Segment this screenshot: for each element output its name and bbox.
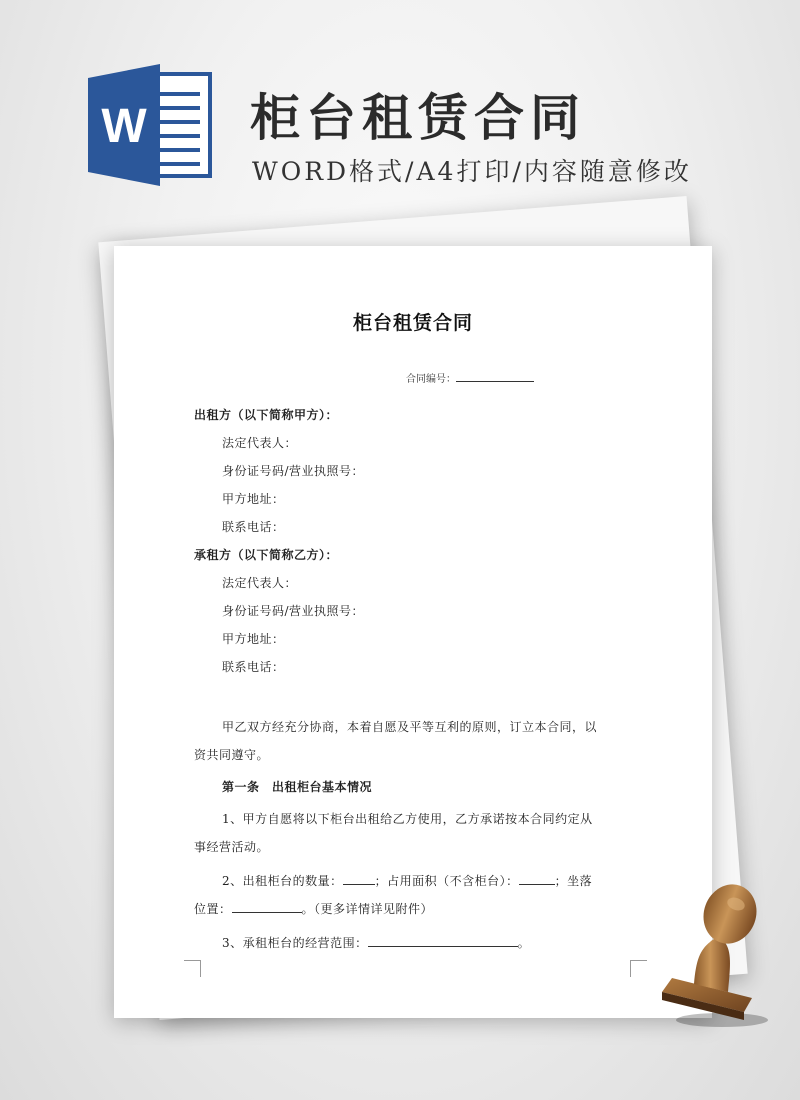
clause3-line bbox=[222, 934, 530, 951]
lessee-heading: 承租方（以下简称乙方）： bbox=[194, 548, 339, 562]
lessee-field-representative: 法定代表人： bbox=[222, 576, 298, 590]
clause2-quantity-blank bbox=[343, 872, 375, 885]
clause2-area-label: ；占用面积（不含柜台）： bbox=[374, 874, 519, 888]
lessor-heading: 出租方（以下简称甲方）： bbox=[194, 408, 339, 422]
document-title: 柜台租赁合同 bbox=[352, 312, 473, 334]
clause2-quantity-label: 2、出租柜台的数量： bbox=[222, 874, 343, 888]
intro-paragraph-line1: 甲乙双方经充分协商，本着自愿及平等互利的原则，订立本合同，以 bbox=[222, 720, 598, 734]
lessee-field-phone: 联系电话： bbox=[222, 660, 285, 674]
clause2-position-blank bbox=[232, 900, 302, 913]
clause3-scope-blank bbox=[368, 934, 518, 947]
wooden-stamp-icon bbox=[652, 880, 772, 1030]
lessee-field-address: 甲方地址： bbox=[222, 632, 285, 646]
lessee-field-id: 身份证号码/营业执照号： bbox=[222, 604, 365, 618]
clause3-scope-label: 3、承租柜台的经营范围： bbox=[222, 936, 368, 950]
clause2-area-blank bbox=[519, 872, 555, 885]
clause2-line2 bbox=[194, 900, 433, 917]
crop-mark-right bbox=[630, 960, 647, 977]
word-logo-icon bbox=[88, 64, 216, 186]
intro-paragraph-line2: 资共同遵守。 bbox=[194, 748, 270, 762]
clause3-end: 。 bbox=[517, 936, 531, 950]
clause2-location-label: ；坐落 bbox=[554, 874, 593, 888]
lessor-field-representative: 法定代表人： bbox=[222, 436, 298, 450]
header-subtitle: WORD格式/A4打印/内容随意修改 bbox=[252, 157, 692, 186]
header-title: 柜台租赁合同 bbox=[250, 89, 586, 147]
crop-mark-left bbox=[184, 960, 201, 977]
contract-number-label: 合同编号： bbox=[406, 374, 456, 385]
clause1-line2: 事经营活动。 bbox=[194, 840, 270, 854]
lessor-field-id: 身份证号码/营业执照号： bbox=[222, 464, 365, 478]
contract-number-field bbox=[406, 370, 534, 385]
contract-number-blank bbox=[456, 371, 534, 382]
lessor-field-phone: 联系电话： bbox=[222, 520, 285, 534]
word-logo-letter: W bbox=[101, 100, 147, 153]
clause2-position-note: 。（更多详情详见附件） bbox=[301, 902, 434, 916]
clause2-line1 bbox=[222, 872, 592, 889]
document-page bbox=[114, 246, 712, 1018]
clause1-line1: 1、甲方自愿将以下柜台出租给乙方使用，乙方承诺按本合同约定从 bbox=[222, 812, 593, 826]
clause2-position-label: 位置： bbox=[194, 902, 232, 916]
article1-heading: 第一条 出租柜台基本情况 bbox=[222, 780, 373, 794]
lessor-field-address: 甲方地址： bbox=[222, 492, 285, 506]
